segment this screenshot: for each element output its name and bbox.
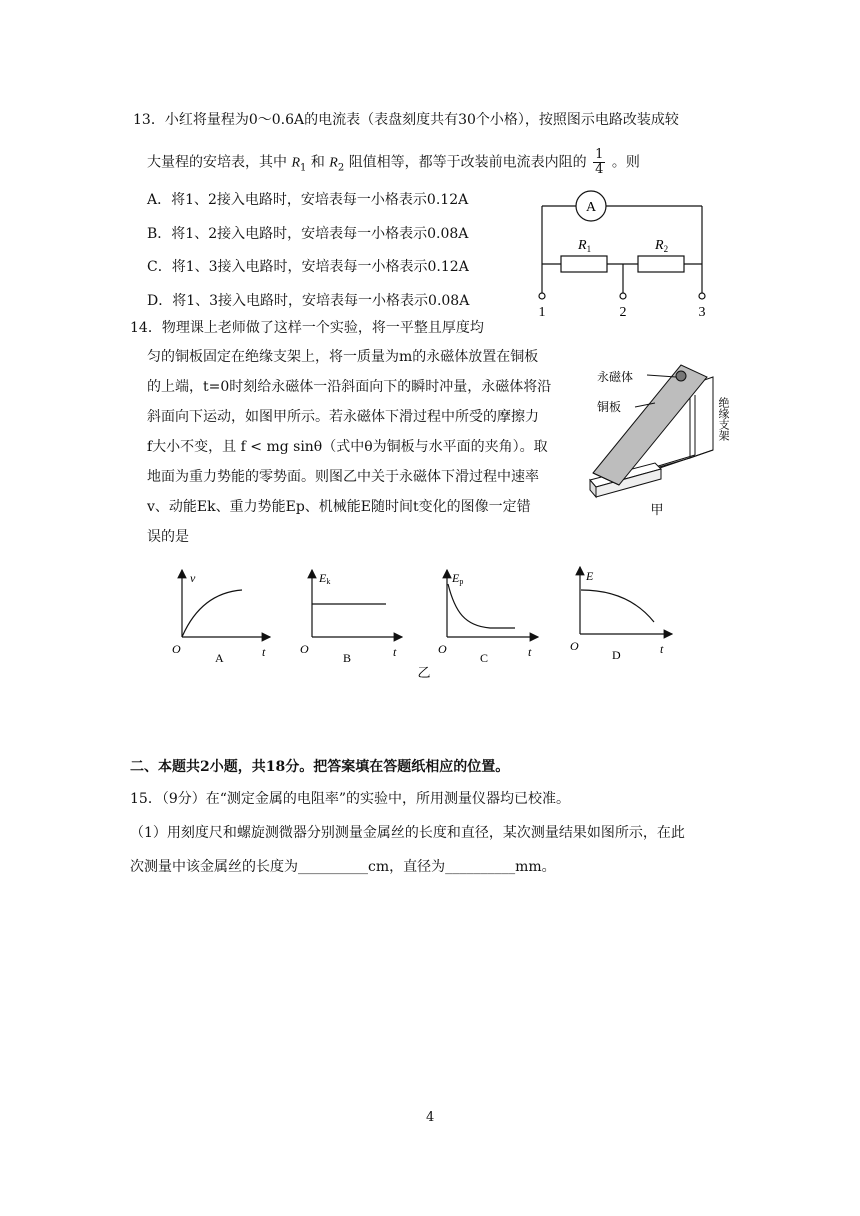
q13-r1: R (291, 155, 301, 171)
figure-jia (585, 355, 735, 525)
q13-frac-den: 4 (595, 162, 604, 177)
q15-line1: 15．（9分）在“测定金属的电阻率”的实验中，所用测量仪器均已校准。 (130, 791, 571, 807)
graph-a-option: A (215, 651, 224, 665)
graph-a-xlabel: t (262, 645, 266, 659)
graph-d-curve (581, 590, 654, 622)
graph-d-xlabel: t (660, 642, 664, 656)
q13-option-c: C．将1、3接入电路时，安培表每一小格表示0.12A (147, 259, 469, 275)
q13-option-d: D．将1、3接入电路时，安培表每一小格表示0.08A (147, 293, 470, 309)
support-label: 绝缘支架 (717, 397, 729, 441)
q13-line2-a: 大量程的安培表，其中 (147, 154, 287, 171)
q13-and: 和 (310, 154, 325, 171)
graph-a (172, 570, 270, 665)
terminal-3 (699, 293, 705, 299)
graph-a-origin: O (172, 642, 181, 656)
graph-c-ylabel: Ep (452, 571, 464, 586)
terminal-2 (620, 293, 626, 299)
figure-jia-caption: 甲 (650, 502, 664, 517)
q15-line3 (130, 857, 556, 877)
q15-line3-a: 次测量中该金属丝的长度为 (130, 859, 298, 875)
graph-d-option: D (612, 648, 621, 662)
magnet-label: 永磁体 (597, 370, 634, 384)
q14-line8: 误的是 (147, 529, 189, 545)
q14-line3: 的上端，t=0时刻给永磁体一沿斜面向下的瞬时冲量，永磁体将沿 (147, 379, 552, 395)
q13-frac-num: 1 (595, 147, 604, 162)
q13-r2: R (329, 155, 338, 171)
graph-c (438, 570, 538, 665)
q13-line2-c: 。则 (611, 154, 640, 171)
graph-d-origin: O (570, 639, 579, 653)
graph-c-option: C (480, 651, 489, 665)
graph-c-origin: O (438, 642, 447, 656)
page-number: 4 (426, 1110, 435, 1125)
resistor-r2 (638, 256, 684, 272)
graph-b-ylabel: Ek (319, 571, 331, 586)
section2-heading: 二、本题共2小题，共18分。把答案填在答题纸相应的位置。 (130, 759, 510, 775)
graph-a-ylabel: v (190, 571, 196, 585)
q14-line5: f大小不变，且 f < mg sinθ（式中θ为铜板与水平面的夹角）。取 (147, 439, 548, 455)
graph-d-ylabel: E (586, 569, 594, 583)
q15-line2: （1）用刻度尺和螺旋测微器分别测量金属丝的长度和直径，某次测量结果如图所示，在此 (130, 825, 685, 841)
q15-line3-b: cm，直径为 (368, 859, 446, 875)
graph-b-origin: O (300, 642, 309, 656)
q13-r1-sub: 1 (300, 162, 307, 174)
q13-fraction (593, 148, 605, 177)
diameter-blank[interactable]: __________ (445, 859, 516, 875)
q14-line7: v、动能Ek、重力势能Ep、机械能E随时间t变化的图像一定错 (147, 499, 531, 515)
q13-line2 (147, 148, 640, 178)
graph-a-curve (182, 590, 242, 637)
ammeter-label: A (585, 200, 597, 215)
graph-b-xlabel: t (393, 645, 397, 659)
q14-line2: 匀的铜板固定在绝缘支架上，将一质量为m的永磁体放置在铜板 (147, 349, 539, 365)
q13-circuit-diagram (530, 185, 720, 320)
q14-line6: 地面为重力势能的零势面。则图乙中关于永磁体下滑过程中速率 (147, 469, 539, 485)
q14-line4: 斜面向下运动，如图甲所示。若永磁体下滑过程中所受的摩擦力 (147, 409, 539, 425)
graphs-yi (160, 562, 680, 680)
resistor-r1 (561, 256, 607, 272)
q13-line2-b: 阻值相等，都等于改装前电流表内阻的 (348, 154, 587, 171)
r2-label: $R_2$ (655, 238, 669, 254)
terminal-3-label: 3 (698, 305, 706, 320)
q15-line3-c: mm。 (515, 859, 556, 875)
q13-option-a: A．将1、2接入电路时，安培表每一小格表示0.12A (147, 192, 469, 208)
q13-r2-sub: 2 (337, 162, 345, 174)
graph-c-curve (448, 584, 515, 628)
magnet-symbol (676, 371, 686, 381)
plate-label: 铜板 (597, 400, 622, 414)
terminal-1 (539, 293, 545, 299)
graph-b-option: B (343, 651, 352, 665)
graphs-caption: 乙 (417, 665, 431, 680)
graph-c-xlabel: t (528, 645, 532, 659)
length-blank[interactable]: __________ (298, 859, 368, 875)
terminal-1-label: 1 (538, 305, 546, 320)
r1-label: $R_1$ (578, 238, 592, 254)
graph-d (570, 567, 672, 662)
terminal-2-label: 2 (619, 305, 627, 320)
graph-b (300, 570, 402, 665)
q13-line1: 13．小红将量程为0～0.6A的电流表（表盘刻度共有30个小格），按照图示电路改装成较 (133, 112, 679, 128)
q13-option-b: B．将1、2接入电路时，安培表每一小格表示0.08A (147, 226, 469, 242)
q14-line1: 14．物理课上老师做了这样一个实验，将一平整且厚度均 (130, 320, 484, 336)
